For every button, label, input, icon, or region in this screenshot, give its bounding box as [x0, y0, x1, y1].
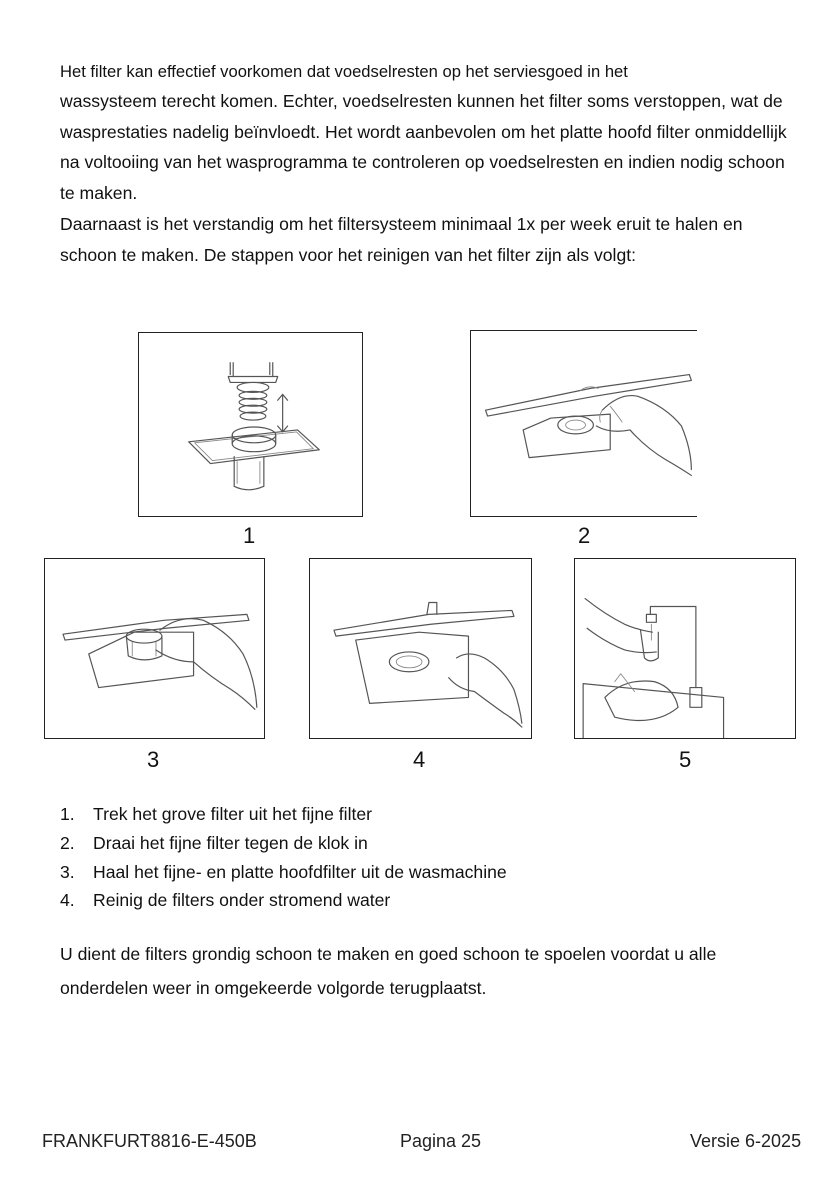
intro-paragraph-2: Daarnaast is het verstandig om het filtersysteem minimaal 1x per week eruit te halen en schoon te maken. De stappen voor het reinigen van het filter zijn als volgt:: [60, 213, 743, 265]
figure-2-illustration: [470, 330, 697, 517]
figure-4-number: 4: [413, 747, 426, 772]
figure-2-number: 2: [578, 523, 591, 548]
figure-5-illustration: [574, 558, 796, 739]
figure-1-illustration: [138, 332, 363, 517]
footer-model: FRANKFURT8816-E-450B: [42, 1131, 257, 1151]
closing-paragraph: U dient de filters grondig schoon te maken en goed schoon te spoelen voordat u alle onderdelen weer in omgekeerde volgorde terugplaatst.: [60, 944, 717, 998]
intro-paragraph-1: wassysteem terecht komen. Echter, voedselresten kunnen het filter soms verstoppen, wat de wasprestaties nadelig beïnvloedt. Het wordt aanbevolen om het platte hoofd filter onmiddellijk na voltooiing van het wasprogramma te controleren op voedselresten en indien nodig schoon te maken.: [60, 91, 787, 204]
step-number: 3.: [60, 861, 75, 882]
closing-text: [60, 938, 790, 1005]
figure-5-number: 5: [679, 747, 692, 772]
list-item: [60, 858, 507, 887]
step-text: Reinig de filters onder stromend water: [93, 890, 391, 911]
footer-page-number: Pagina 25: [400, 1131, 482, 1151]
figure-4-illustration: [309, 558, 532, 739]
step-number: 4.: [60, 890, 75, 911]
figure-3-number: 3: [147, 747, 160, 772]
list-item: [60, 800, 507, 829]
intro-text: [60, 58, 790, 270]
step-text: Haal het fijne- en platte hoofdfilter uit de wasmachine: [93, 861, 507, 882]
step-text: Trek het grove filter uit het fijne filter: [93, 804, 373, 824]
list-item: [60, 829, 507, 858]
footer-version: Versie 6-2025: [690, 1131, 802, 1151]
figure-3-illustration: [44, 558, 265, 739]
step-text: Draai het fijne filter tegen de klok in: [93, 832, 368, 853]
step-number: 2.: [60, 832, 75, 853]
intro-line-1: Het filter kan effectief voorkomen dat voedselresten op het serviesgoed in het: [60, 62, 628, 81]
list-item: [60, 886, 507, 915]
cleaning-steps-list: [60, 800, 507, 915]
figure-1-number: 1: [243, 523, 256, 548]
step-number: 1.: [60, 804, 75, 824]
